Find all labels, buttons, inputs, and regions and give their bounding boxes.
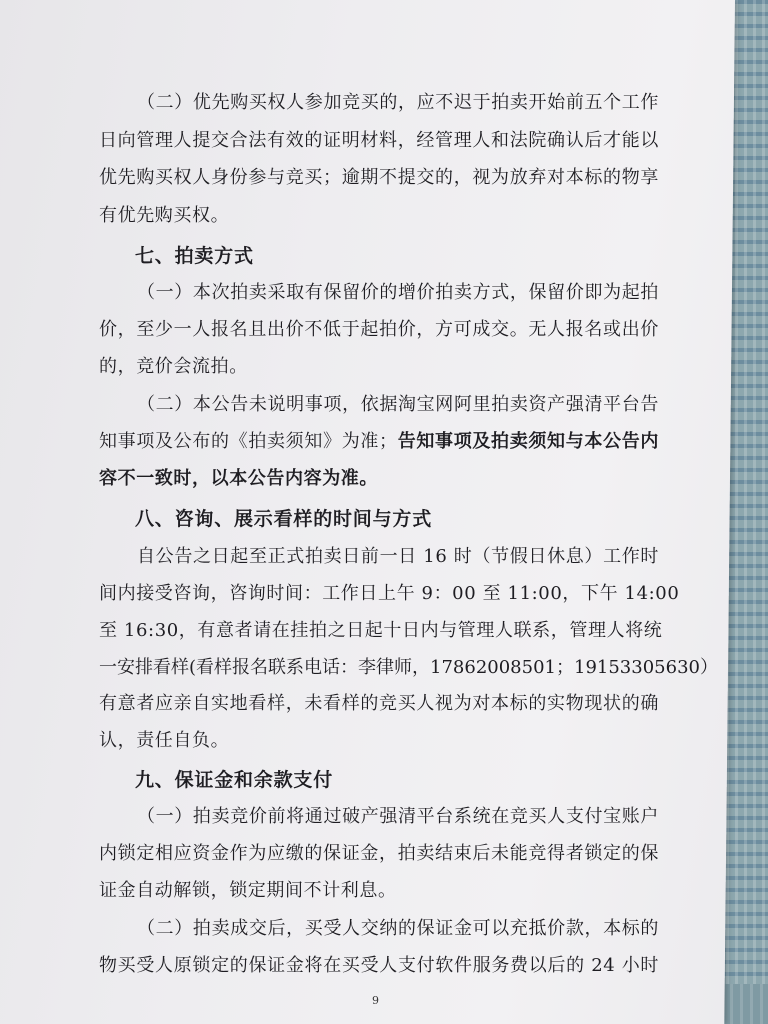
text-line: 至 16:30，有意者请在挂拍之日起十日内与管理人联系，管理人将统 xyxy=(99,620,663,641)
text-line: 自公告之日起至正式拍卖日前一日 16 时（节假日休息）工作时 xyxy=(137,546,659,567)
text-line xyxy=(99,430,659,454)
text-line: （一）拍卖竞价前将通过破产强清平台系统在竞买人支付宝账户 xyxy=(137,806,659,827)
section-heading: 九、保证金和余款支付 xyxy=(135,769,334,791)
text-line: （二）本公告未说明事项，依据淘宝网阿里拍卖资产强清平台告 xyxy=(137,394,659,415)
text-line: 价，至少一人报名且出价不低于起拍价，方可成交。无人报名或出价 xyxy=(99,319,659,340)
text-line: 的，竞价会流拍。 xyxy=(99,356,248,377)
text-line: （一）本次拍卖采取有保留价的增价拍卖方式，保留价即为起拍 xyxy=(137,282,659,303)
text-line: 优先购买权人身份参与竞买；逾期不提交的，视为放弃对本标的物享 xyxy=(99,167,659,188)
text-line: 证金自动解锁，锁定期间不计利息。 xyxy=(99,880,397,901)
text-line: 有优先购买权。 xyxy=(99,205,230,226)
text-line: 物买受人原锁定的保证金将在买受人支付软件服务费以后的 24 小时 xyxy=(99,955,659,976)
section-heading: 七、拍卖方式 xyxy=(135,245,254,267)
text-line: 有意者应亲自实地看样，未看样的竞买人视为对本标的实物现状的确 xyxy=(99,693,659,714)
text-line: （二）优先购买权人参加竞买的，应不迟于拍卖开始前五个工作 xyxy=(137,92,659,113)
bold-text-span: 告知事项及拍卖须知与本公告内 xyxy=(397,431,659,452)
text-line: 认，责任自负。 xyxy=(99,730,230,751)
page-number: 9 xyxy=(372,994,379,1007)
text-line: 容不一致时，以本公告内容为准。 xyxy=(99,468,378,489)
section-heading: 八、咨询、展示看样的时间与方式 xyxy=(135,508,433,530)
text-line: 一安排看样(看样报名联系电话：李律师，17862008501；19153305630） xyxy=(99,657,718,678)
text-line: 内锁定相应资金作为应缴的保证金，拍卖结束后未能竞得者锁定的保 xyxy=(99,843,659,864)
text-line: （二）拍卖成交后，买受人交纳的保证金可以充抵价款，本标的 xyxy=(137,918,659,939)
text-line: 日向管理人提交合法有效的证明材料，经管理人和法院确认后才能以 xyxy=(99,130,659,151)
text-span: 知事项及公布的《拍卖须知》为准； xyxy=(99,431,398,452)
text-line: 间内接受咨询，咨询时间：工作日上午 9：00 至 11:00，下午 14:00 xyxy=(99,583,680,604)
